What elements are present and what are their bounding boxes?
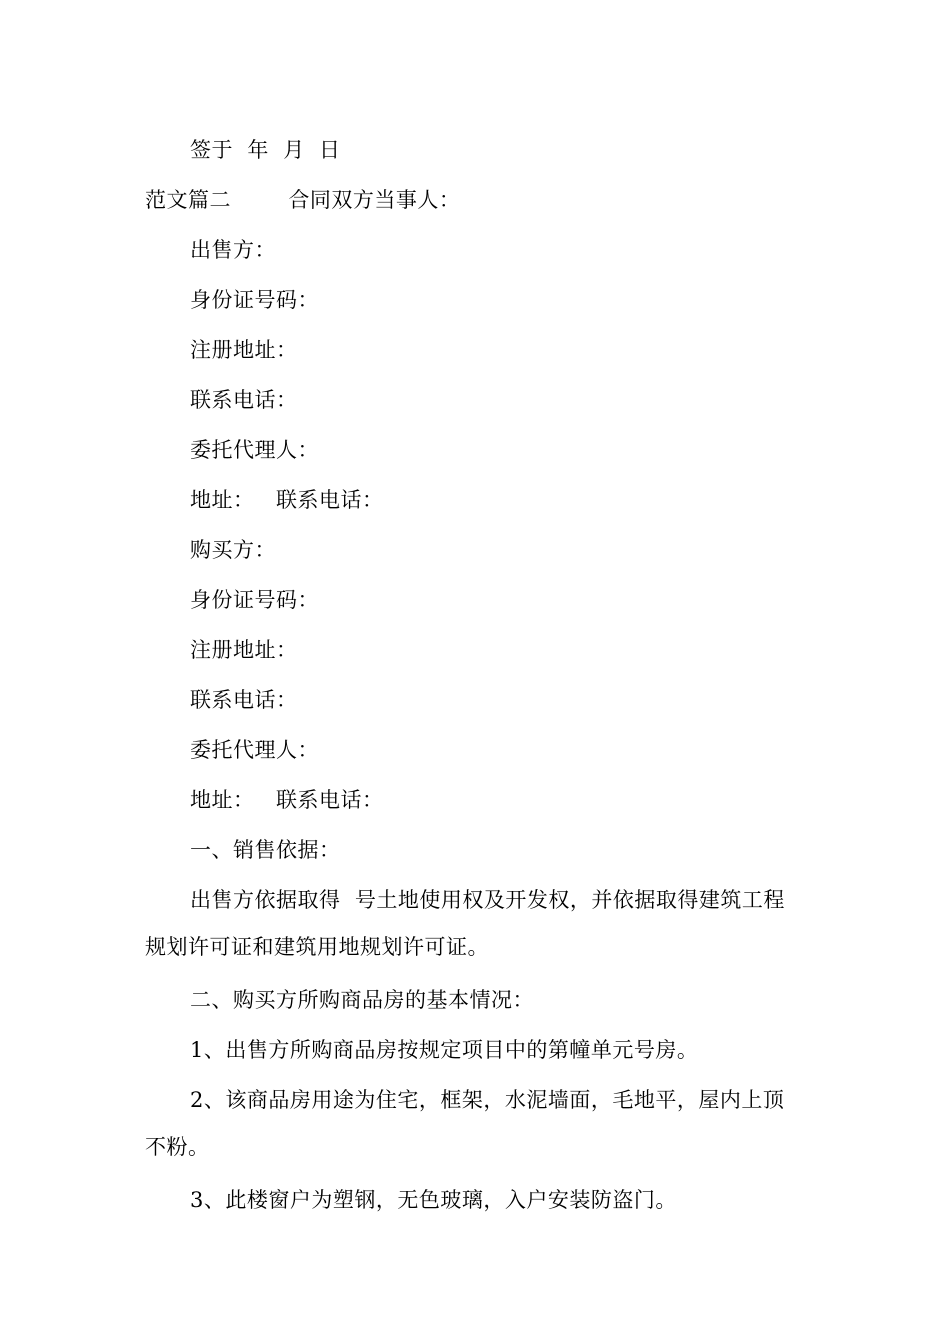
buyer-address-phone-label: 地址： 联系电话： xyxy=(190,788,384,812)
buyer-phone-label: 联系电话： xyxy=(190,688,298,712)
seller-agent-label: 委托代理人： xyxy=(190,438,319,462)
signing-date-line: 签于 年 月 日 xyxy=(190,138,341,162)
buyer-label: 购买方： xyxy=(190,538,276,562)
buyer-agent-label: 委托代理人： xyxy=(190,738,319,762)
buyer-id-number-label: 身份证号码： xyxy=(190,588,319,612)
buyer-registered-address-label: 注册地址： xyxy=(190,638,298,662)
section-one-heading: 一、销售依据： xyxy=(190,838,341,862)
seller-phone-label: 联系电话： xyxy=(190,388,298,412)
section-one-paragraph-line-2: 规划许可证和建筑用地规划许可证。 xyxy=(145,935,489,959)
seller-label: 出售方： xyxy=(190,238,276,262)
section-one-paragraph-line-1: 出售方依据取得 号土地使用权及开发权，并依据取得建筑工程 xyxy=(190,888,785,912)
seller-registered-address-label: 注册地址： xyxy=(190,338,298,362)
item-1: 1、出售方所购商品房按规定项目中的第幢单元号房。 xyxy=(190,1038,699,1062)
section-heading-parties: 范文篇二 合同双方当事人： xyxy=(145,188,461,212)
seller-id-number-label: 身份证号码： xyxy=(190,288,319,312)
item-2-line-1: 2、该商品房用途为住宅，框架，水泥墙面，毛地平，屋内上顶 xyxy=(190,1088,785,1112)
item-3: 3、此楼窗户为塑钢，无色玻璃，入户安装防盗门。 xyxy=(190,1188,677,1212)
seller-address-phone-label: 地址： 联系电话： xyxy=(190,488,384,512)
section-two-heading: 二、购买方所购商品房的基本情况： xyxy=(190,988,534,1012)
item-2-line-2: 不粉。 xyxy=(145,1135,210,1159)
